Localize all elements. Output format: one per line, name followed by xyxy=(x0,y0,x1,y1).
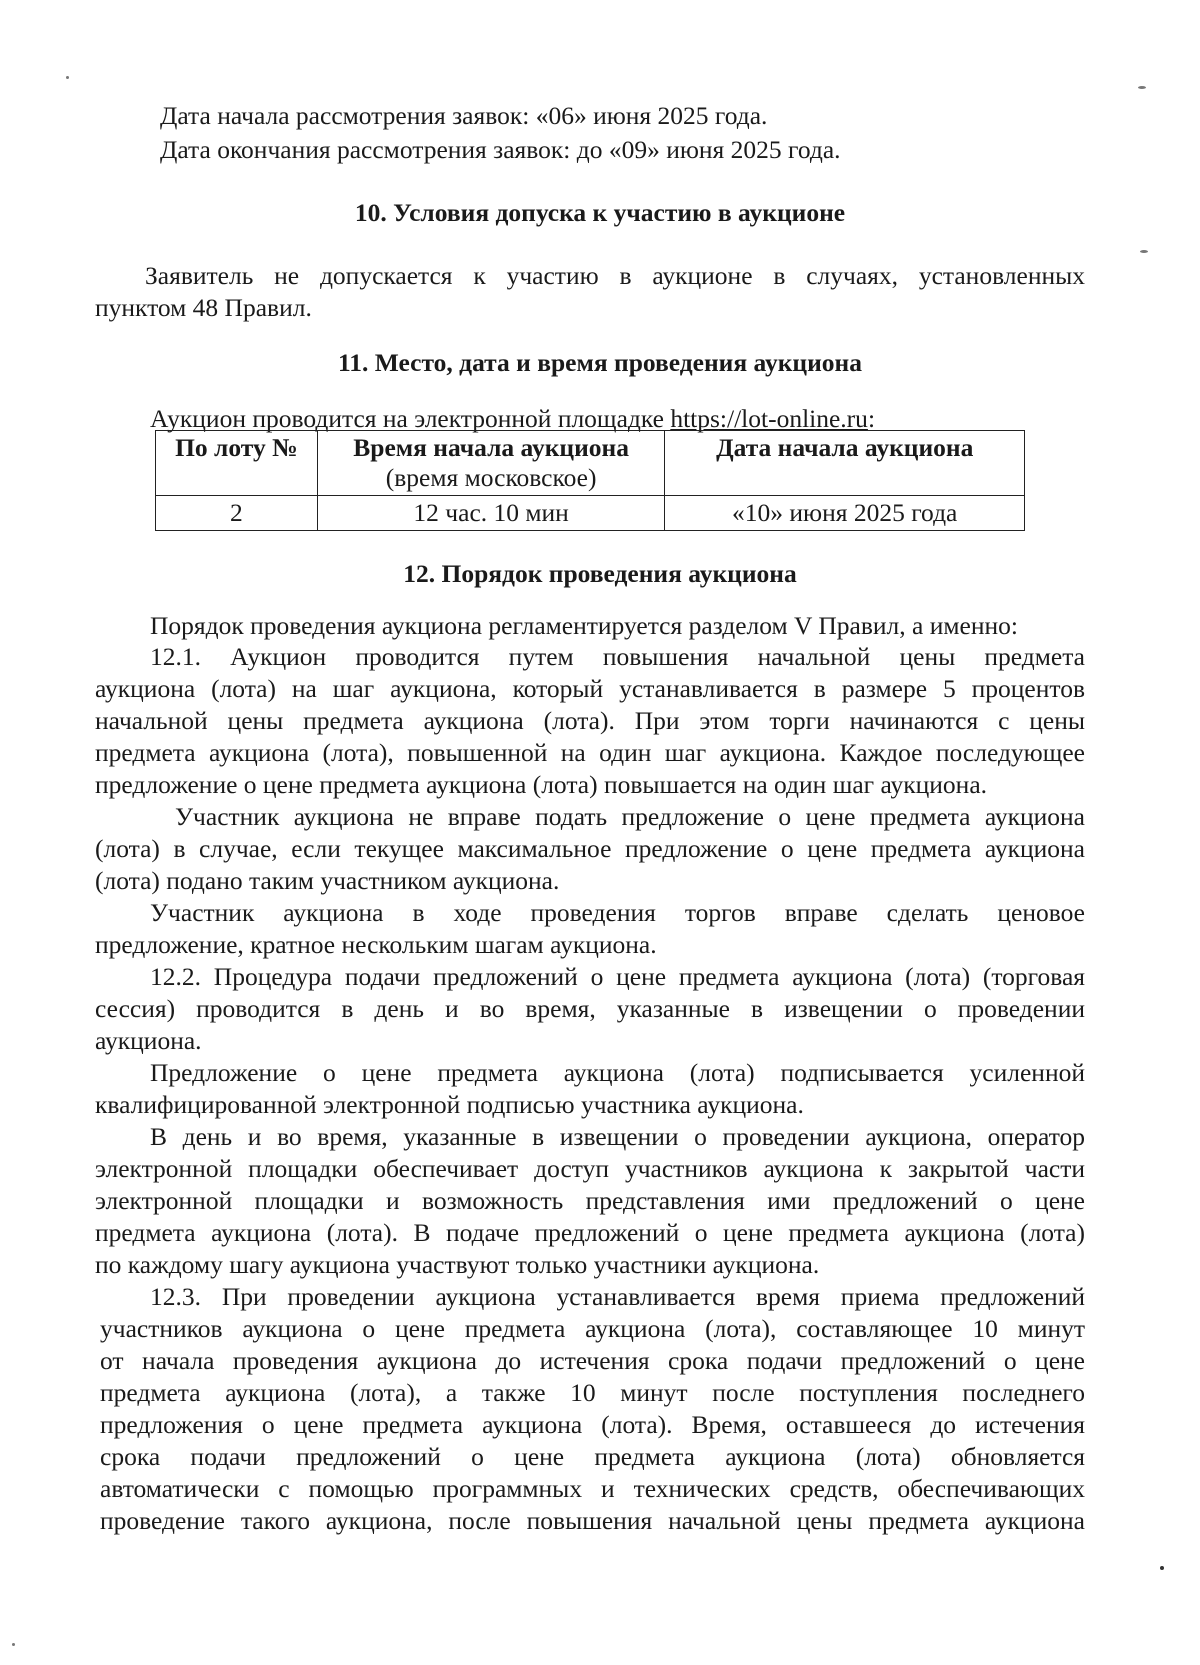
section-12-line: В день и во время, указанные в извещении о проведении аукциона, оператор xyxy=(150,1122,1085,1151)
section-11-intro-text: Аукцион проводится на электронной площадке xyxy=(150,404,671,433)
section-12-line: 12.1. Аукцион проводится путем повышения начальной цены предмета xyxy=(150,642,1085,671)
section-12-line: Предложение о цене предмета аукциона (лота) подписывается усиленной xyxy=(150,1058,1085,1087)
section-12-line: от начала проведения аукциона до истечения срока подачи предложений о цене xyxy=(100,1346,1085,1375)
platform-link[interactable]: https://lot-online.ru xyxy=(670,404,868,433)
header-start-time-sub: (время московское) xyxy=(385,463,597,492)
section-12-line: предмета аукциона (лота), а также 10 минут после поступления последнего xyxy=(100,1378,1085,1407)
auction-schedule-table xyxy=(155,430,1025,531)
section-10-heading: 10. Условия допуска к участию в аукционе xyxy=(354,198,846,227)
header-lot-number: По лоту № xyxy=(156,431,318,496)
section-12-line: (лота) в случае, если текущее максимальное предложение о цене предмета аукциона xyxy=(95,834,1085,863)
section-12-line: аукциона. xyxy=(95,1026,202,1055)
cell-start-time: 12 час. 10 мин xyxy=(317,496,665,531)
section-10-line-1: Заявитель не допускается к участию в аукционе в случаях, установленных xyxy=(145,261,1085,290)
section-12-line: предложения о цене предмета аукциона (лота). Время, оставшееся до истечения xyxy=(100,1410,1085,1439)
section-11-heading: 11. Место, дата и время проведения аукциона xyxy=(337,348,863,377)
section-12-line: 12.2. Процедура подачи предложений о цене предмета аукциона (лота) (торговая xyxy=(150,962,1085,991)
section-12-line: квалифицированной электронной подписью участника аукциона. xyxy=(95,1090,804,1119)
section-12-line: проведение такого аукциона, после повышения начальной цены предмета аукциона xyxy=(100,1506,1085,1535)
section-12-line: сессия) проводится в день и во время, указанные в извещении о проведении xyxy=(95,994,1085,1023)
section-12-line: аукциона (лота) на шаг аукциона, который устанавливается в размере 5 процентов xyxy=(95,674,1085,703)
section-12-line: предложение о цене предмета аукциона (лота) повышается на один шаг аукциона. xyxy=(95,770,988,799)
scan-speck xyxy=(66,76,69,79)
review-start-date: Дата начала рассмотрения заявок: «06» июня 2025 года. xyxy=(160,101,768,130)
scan-speck xyxy=(1140,250,1148,253)
section-12-line: начальной цены предмета аукциона (лота). При этом торги начинаются с цены xyxy=(95,706,1085,735)
section-12-line: автоматически с помощью программных и технических средств, обеспечивающих xyxy=(100,1474,1085,1503)
section-12-line: предмета аукциона (лота). В подаче предложений о цене предмета аукциона (лота) xyxy=(95,1218,1085,1247)
section-12-line: 12.3. При проведении аукциона устанавливается время приема предложений xyxy=(150,1282,1085,1311)
table-row xyxy=(156,496,1025,531)
section-12-line: по каждому шагу аукциона участвуют только участники аукциона. xyxy=(95,1250,820,1279)
section-12-heading: 12. Порядок проведения аукциона xyxy=(403,559,797,588)
scan-speck xyxy=(12,1643,15,1646)
section-12-line: электронной площадки обеспечивает доступ участников аукциона к закрытой части xyxy=(95,1154,1085,1183)
section-12-line: срока подачи предложений о цене предмета аукциона (лота) обновляется xyxy=(100,1442,1085,1471)
table-header-row xyxy=(156,431,1025,496)
section-12-line: Участник аукциона в ходе проведения торгов вправе сделать ценовое xyxy=(150,898,1085,927)
cell-start-date: «10» июня 2025 года xyxy=(665,496,1025,531)
section-12-line: предмета аукциона (лота), повышенной на один шаг аукциона. Каждое последующее xyxy=(95,738,1085,767)
scan-speck xyxy=(1160,1566,1164,1570)
section-12-line: предложение, кратное нескольким шагам аукциона. xyxy=(95,930,657,959)
cell-lot-number: 2 xyxy=(156,496,318,531)
header-start-time xyxy=(317,431,665,496)
header-start-time-label: Время начала аукциона xyxy=(353,433,629,462)
scan-speck xyxy=(1138,86,1146,89)
section-10-line-2: пунктом 48 Правил. xyxy=(95,293,312,322)
section-11-intro-suffix: : xyxy=(867,404,876,433)
review-end-date: Дата окончания рассмотрения заявок: до «09» июня 2025 года. xyxy=(160,135,841,164)
section-12-line: электронной площадки и возможность представления ими предложений о цене xyxy=(95,1186,1085,1215)
section-12-line: (лота) подано таким участником аукциона. xyxy=(95,866,560,895)
section-12-line: Участник аукциона не вправе подать предложение о цене предмета аукциона xyxy=(175,802,1085,831)
header-start-date: Дата начала аукциона xyxy=(665,431,1025,496)
section-12-line: Порядок проведения аукциона регламентируется разделом V Правил, а именно: xyxy=(150,611,1018,640)
section-12-line: участников аукциона о цене предмета аукциона (лота), составляющее 10 минут xyxy=(100,1314,1085,1343)
